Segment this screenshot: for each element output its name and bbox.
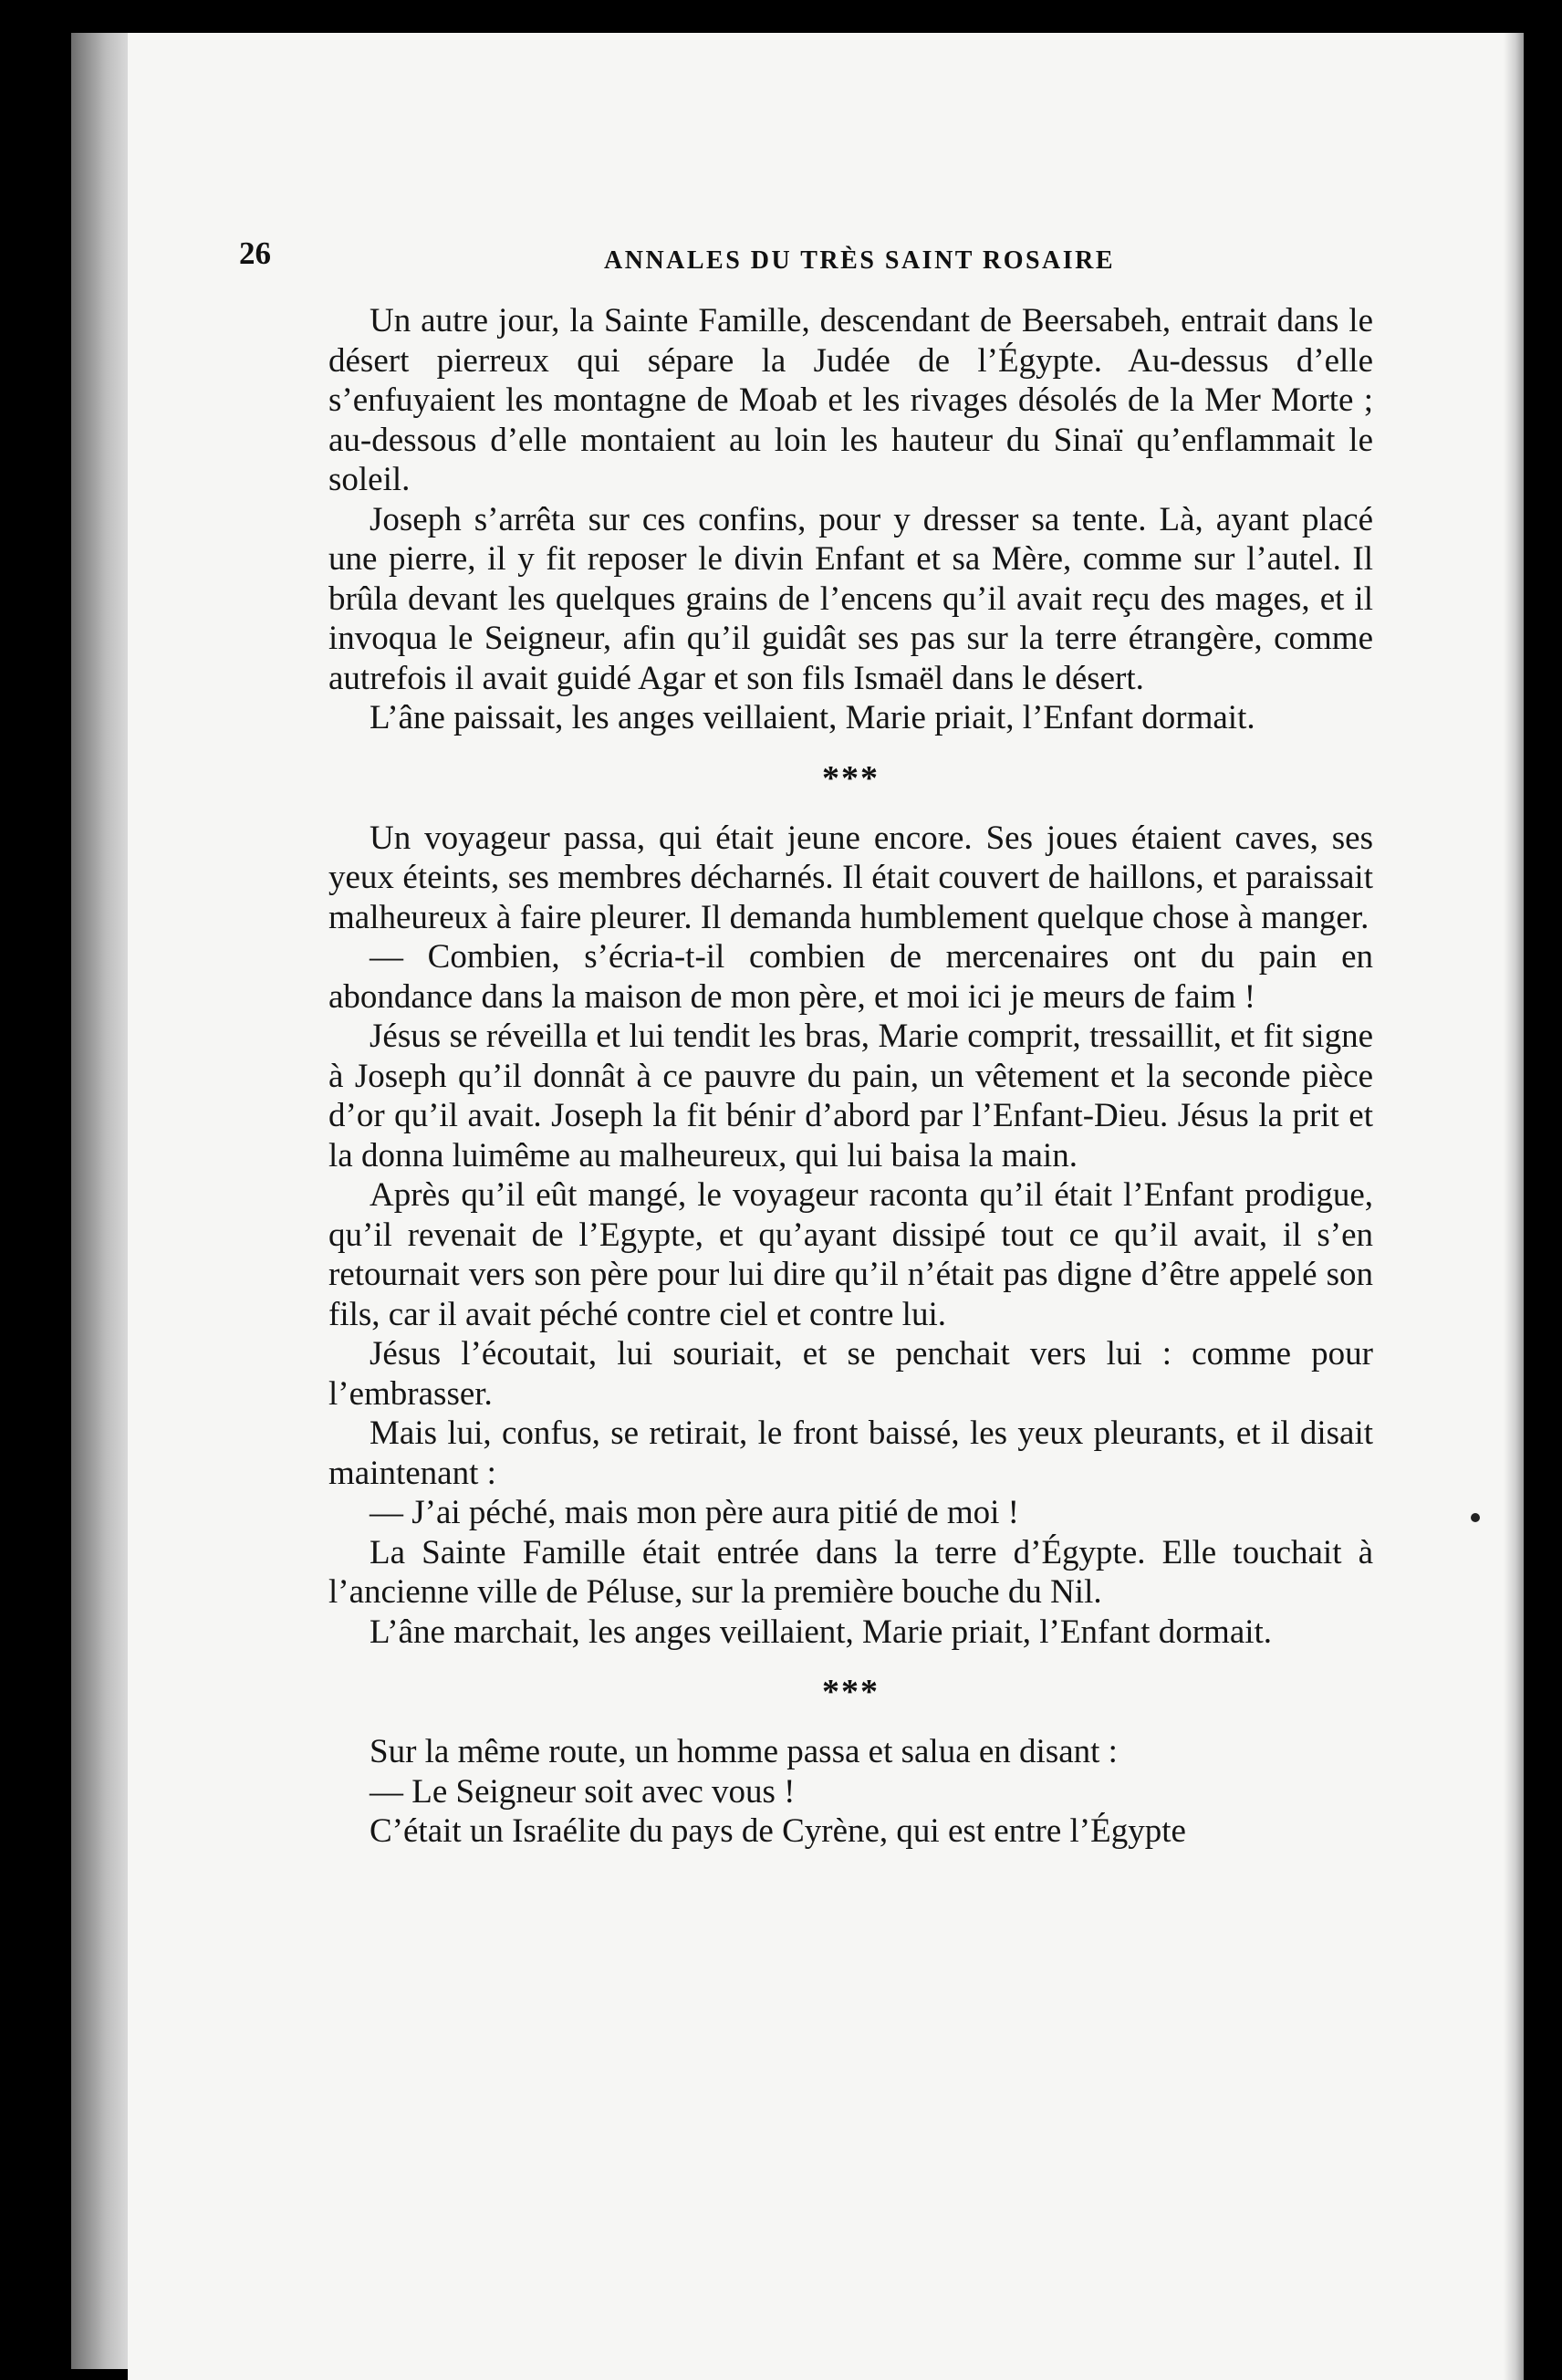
- paragraph: — Le Seigneur soit avec vous !: [370, 1772, 796, 1811]
- section-asterism: ***: [822, 1673, 880, 1711]
- scan-speck: [1471, 1513, 1480, 1522]
- paragraph: Jésus l’écoutait, lui souriait, et se penchait vers lui : comme pour l’embrasser.: [328, 1335, 1373, 1413]
- paragraph: Joseph s’arrêta sur ces confins, pour y dresser sa tente. Là, ayant placé une pierre, il y fit reposer le divin Enfant et sa Mère, comme sur l’autel. Il brûla devant les quelques grains de l’encens qu’il avait reçu des mages, et il invoqua le Seigneur, afin qu’il guidât ses pas sur la terre étrangère, comme autrefois il avait guidé Agar et son fils Ismaël dans le désert.: [328, 500, 1373, 697]
- paragraph: Jésus se réveilla et lui tendit les bras, Marie comprit, tressaillit, et fit signe à Joseph qu’il donnât à ce pauvre du pain, un vêtement et la seconde pièce d’or qu’il avait. Joseph la fit bénir d’abord par l’Enfant-Dieu. Jésus la prit et la donna luimême au malheureux, qui lui baisa la main.: [328, 1018, 1373, 1174]
- paragraph: L’âne paissait, les anges veillaient, Marie priait, l’Enfant dormait.: [370, 699, 1255, 736]
- running-title: ANNALES DU TRÈS SAINT ROSAIRE: [604, 246, 1116, 275]
- section-asterism: ***: [822, 758, 880, 798]
- page-number: 26: [239, 235, 271, 271]
- paragraph: La Sainte Famille était entrée dans la terre d’Égypte. Elle touchait à l’ancienne ville de Péluse, sur la première bouche du Nil.: [328, 1533, 1373, 1611]
- paragraph: Mais lui, confus, se retirait, le front baissé, les yeux pleurants, et il disait maintenant :: [328, 1414, 1373, 1492]
- page-header: [239, 235, 1361, 290]
- paragraph: — Combien, s’écria-t-il combien de mercenaires ont du pain en abondance dans la maison de mon père, et moi ici je meurs de faim !: [328, 938, 1373, 1016]
- paragraph: Sur la même route, un homme passa et salua en disant :: [370, 1733, 1118, 1770]
- page-edge: [1504, 33, 1524, 2380]
- paragraph: Après qu’il eût mangé, le voyageur raconta qu’il était l’Enfant prodigue, qu’il revenait de l’Egypte, et qu’ayant dissipé tout ce qu’il avait, il s’en retournait vers son père pour lui dire qu’il n’était pas digne d’être appelé son fils, car il avait péché contre ciel et contre lui.: [328, 1176, 1373, 1333]
- paragraph: — J’ai péché, mais mon père aura pitié de moi !: [370, 1494, 1019, 1531]
- paragraph: Un autre jour, la Sainte Famille, descendant de Beersabeh, entrait dans le désert pierreux qui sépare la Judée de l’Égypte. Au-dessus d’elle s’enfuyaient les montagne de Moab et les rivages désolés de la Mer Morte ; au-dessous d’elle montaient au loin les hauteur du Sinaï qu’enflammait le soleil.: [328, 302, 1373, 498]
- book-gutter: [71, 33, 135, 2369]
- body-text: [328, 301, 1373, 1852]
- paragraph: Un voyageur passa, qui était jeune encore. Ses joues étaient caves, ses yeux éteints, ses membres décharnés. Il était couvert de haillons, et paraissait malheureux à faire pleurer. Il demanda humblement quelque chose à manger.: [328, 819, 1373, 936]
- paragraph: L’âne marchait, les anges veillaient, Marie priait, l’Enfant dormait.: [370, 1613, 1273, 1651]
- paragraph: C’était un Israélite du pays de Cyrène, qui est entre l’Égypte: [370, 1812, 1186, 1850]
